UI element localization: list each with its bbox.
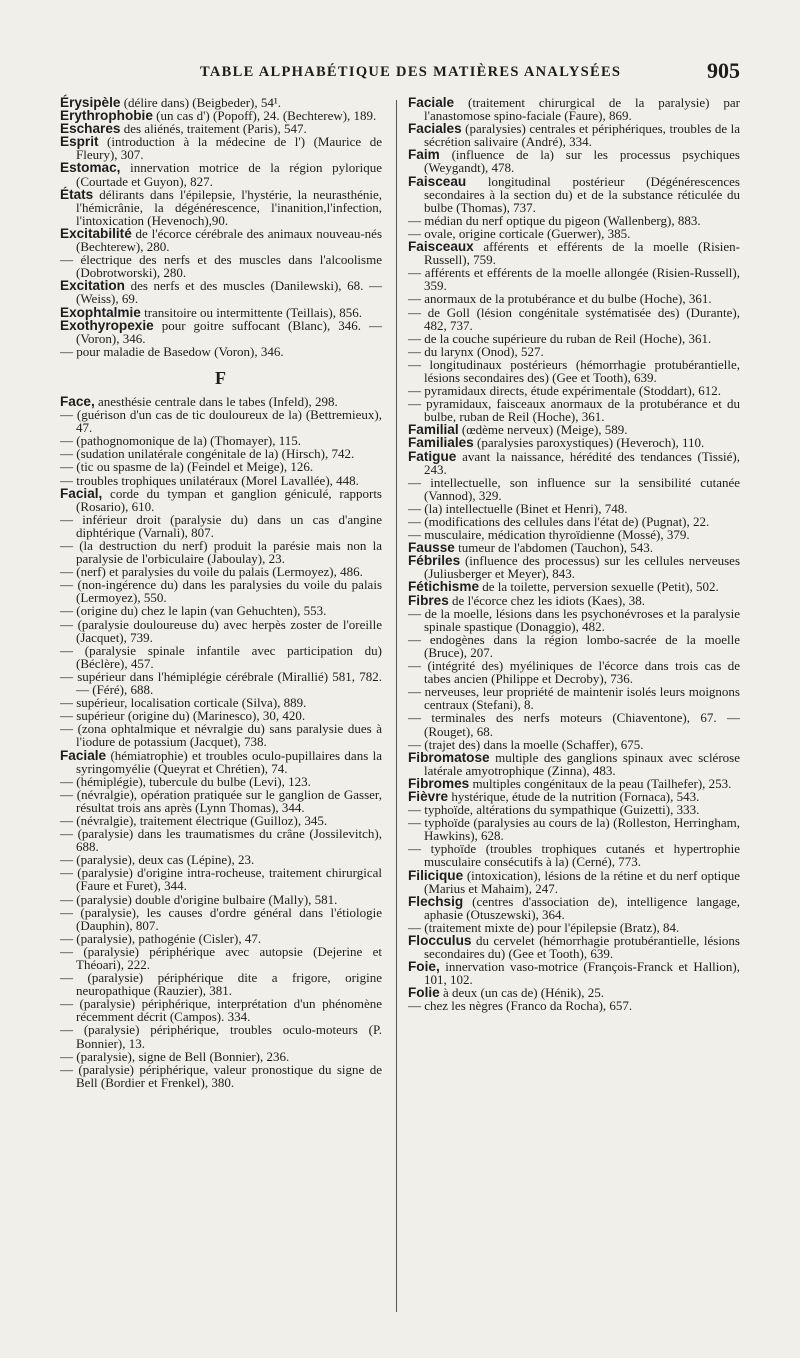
entry-text: — (la) intellectuelle (Binet et Henri), 748.: [408, 500, 628, 516]
index-entry: [408, 148, 740, 174]
index-entry: [60, 227, 382, 253]
entry-headword: Exophtalmie: [60, 304, 141, 320]
entry-text: de la toilette, perversion sexuelle (Petit), 502.: [479, 579, 719, 595]
entry-headword: Faim: [408, 147, 440, 163]
entry-text: (influence de la) sur les processus psychiques (Weygandt), 478.: [424, 147, 740, 176]
entry-text: — musculaire, médication thyroïdienne (Mossé), 379.: [408, 527, 690, 543]
index-entry: [408, 711, 740, 737]
index-entry: [408, 450, 740, 476]
index-entry: [60, 513, 382, 539]
index-entry: [60, 253, 382, 279]
index-entry: [408, 633, 740, 659]
entry-text: afférents et efférents de la moelle (Risien-Russell), 759.: [424, 239, 740, 268]
entry-text: — typhoïde (troubles trophiques cutanés et hypertrophie musculaire consécutifs à la) (Cerné), 773.: [408, 841, 740, 870]
entry-text: — pyramidaux directs, étude expérimentale (Stoddart), 612.: [408, 383, 721, 399]
entry-text: hystérique, étude de la nutrition (Fornaca), 543.: [448, 788, 700, 804]
index-entry: [60, 749, 382, 775]
entry-headword: États: [60, 186, 94, 202]
entry-text: multiples congénitaux de la peau (Tailhefer), 253.: [469, 775, 732, 791]
index-entry: [408, 122, 740, 148]
index-entry: [408, 175, 740, 214]
index-entry: [408, 999, 740, 1012]
entry-text: — (paralysie) double d'origine bulbaire (Mally), 581.: [60, 891, 338, 907]
entry-text: — de la moelle, lésions dans les psychonévroses et la paralysie spinale spastique (Donaggio), 482.: [408, 605, 740, 634]
entry-text: — pyramidaux, faisceaux anormaux de la protubérance et du bulbe, ruban de Reil (Hoche), 361.: [408, 396, 740, 425]
entry-text: innervation motrice de la région pylorique (Courtade et Guyon), 827.: [76, 160, 382, 189]
entry-headword: Excitabilité: [60, 225, 132, 241]
entry-text: — (paralysie) périphérique, interprétation d'un phénomène récemment décrit (Campos). 334.: [60, 996, 382, 1025]
entry-text: — pour maladie de Basedow (Voron), 346.: [60, 343, 284, 359]
entry-text: — de Goll (lésion congénitale systématisée des) (Durante), 482, 737.: [408, 304, 740, 333]
index-entry: [60, 618, 382, 644]
index-entry: [60, 319, 382, 345]
entry-text: — (intégrité des) myéliniques de l'écorce dans trois cas de tabes ancien (Philippe et Decroby), 736.: [408, 658, 740, 687]
entry-headword: Estomac,: [60, 160, 121, 176]
entry-text: — (modifications des cellules dans l'état de) (Pugnat), 22.: [408, 514, 710, 529]
entry-text: tumeur de l'abdomen (Tauchon), 543.: [454, 540, 654, 556]
entry-text: — supérieur dans l'hémiplégie cérébrale (Mirallié) 581, 782. — (Féré), 688.: [60, 668, 382, 698]
entry-text: — du larynx (Onod), 527.: [408, 343, 544, 359]
entry-text: — (névralgie), traitement électrique (Guilloz), 345.: [60, 812, 328, 828]
index-entry: [408, 934, 740, 960]
entry-text: (paralysies paroxystiques) (Heveroch), 110.: [473, 435, 705, 451]
entry-headword: Faciales: [408, 121, 462, 137]
entry-text: transitoire ou intermittente (Teillais), 856.: [140, 304, 362, 320]
left-entries-e: [60, 96, 382, 358]
index-entry: [60, 408, 382, 434]
entry-text: (intoxication), lésions de la rétine et du nerf optique (Marius et Mahaim), 247.: [424, 867, 740, 896]
entry-text: (hémiatrophie) et troubles oculo-pupillaires dans la syringomyélie (Queyrat et Chrétien), 74.: [76, 747, 382, 776]
page-header: [60, 58, 740, 84]
left-entries-f: [60, 395, 382, 1089]
entry-headword: Fausse: [408, 540, 455, 556]
entry-headword: Fibromatose: [408, 749, 490, 765]
entry-text: — inférieur droit (paralysie du) dans un cas d'angine diphtérique (Varnali), 807.: [60, 511, 382, 540]
entry-text: (délire dans) (Beigbeder), 54¹.: [120, 95, 282, 110]
entry-text: — (pathognomonique de la) (Thomayer), 115.: [60, 433, 302, 449]
running-title: TABLE ALPHABÉTIQUE DES MATIÈRES ANALYSÉES: [200, 64, 622, 80]
entry-text: — terminales des nerfs moteurs (Chiaventone), 67. — (Rouget), 68.: [408, 710, 740, 739]
entry-text: — anormaux de la protubérance et du bulbe (Hoche), 361.: [408, 291, 712, 307]
entry-headword: Eschares: [60, 121, 121, 137]
entry-headword: Fièvre: [408, 788, 449, 804]
left-column: [60, 96, 382, 1089]
entry-text: — (hémiplégie), tubercule du bulbe (Levi), 123.: [60, 773, 311, 789]
index-entry: [408, 607, 740, 633]
entry-text: à deux (un cas de) (Hénik), 25.: [439, 985, 604, 1001]
entry-text: (œdème nerveux) (Meige), 589.: [458, 422, 628, 438]
index-entry: [60, 279, 382, 305]
index-entry: [408, 816, 740, 842]
entry-text: — (zona ophtalmique et névralgie du) sans paralysie dues à l'iodure de potassium (Jacquet), 738.: [60, 721, 382, 750]
index-entry: [60, 578, 382, 604]
entry-headword: Flocculus: [408, 933, 472, 948]
entry-text: — (sudation unilatérale congénitale de la) (Hirsch), 742.: [60, 446, 355, 462]
entry-text: corde du tympan et ganglion géniculé, rapports (Rosario), 610.: [76, 485, 382, 514]
index-entry: [408, 397, 740, 423]
entry-headword: Faciale: [60, 747, 107, 763]
column-divider: [396, 100, 397, 1312]
entry-text: — chez les nègres (Franco da Rocha), 657.: [408, 998, 633, 1014]
entry-text: — (paralysie), deux cas (Lépine), 23.: [60, 852, 255, 868]
entry-headword: Foie,: [408, 959, 440, 975]
entry-headword: Familial: [408, 422, 459, 438]
index-entry: [60, 345, 382, 358]
index-entry: [60, 487, 382, 513]
index-entry: [408, 358, 740, 384]
entry-headword: Esprit: [60, 134, 99, 150]
index-entry: [408, 685, 740, 711]
entry-text: de l'écorce cérébrale des animaux nouveau-nés (Bechterew), 280.: [76, 225, 382, 255]
entry-text: — (paralysie) périphérique, troubles oculo-moteurs (P. Bonnier), 13.: [60, 1022, 382, 1051]
entry-text: — (névralgie), opération pratiquée sur le ganglion de Gasser, résultat trois ans après (Lynn Thomas), 344.: [60, 786, 382, 815]
entry-text: — (paralysie), signe de Bell (Bonnier), 236.: [60, 1048, 290, 1064]
entry-headword: Fibres: [408, 592, 449, 608]
entry-text: (centres d'association de), intelligence langage, aphasie (Otuszewski), 364.: [424, 893, 740, 922]
index-entry: [60, 997, 382, 1023]
entry-headword: Erythrophobie: [60, 108, 153, 124]
entry-text: — (paralysie) périphérique avec autopsie (Dejerine et Théoari), 222.: [60, 943, 382, 972]
entry-headword: Fibromes: [408, 775, 470, 791]
entry-text: — longitudinaux postérieurs (hémorrhagie protubérantielle, lésions secondaires des) (Gee et Tooth), 639.: [408, 356, 740, 385]
entry-text: — typhoïde (paralysies au cours de la) (Rolleston, Herringham, Hawkins), 628.: [408, 815, 740, 844]
entry-text: délirants dans l'épilepsie, l'hystérie, la neurasthénie, l'hémicrânie, la dégénérescence, l'inanition,l'infection, l'intoxication (Hevenoch),90.: [76, 186, 382, 228]
index-entry: [60, 866, 382, 892]
index-entry: [60, 188, 382, 227]
entry-text: (influence des processus) sur les cellules nerveuses (Juliusberger et Meyer), 843.: [424, 553, 740, 582]
entry-headword: Faisceau: [408, 173, 467, 189]
index-entry: [408, 842, 740, 868]
index-entry: [60, 644, 382, 670]
entry-text: — (paralysie) périphérique dite a frigore, origine neuropathique (Rauzier), 381.: [60, 970, 382, 999]
entry-text: — typhoïde, altérations du sympathique (Guizetti), 333.: [408, 802, 700, 818]
index-entry: [60, 971, 382, 997]
entry-text: du cervelet (hémorrhagie protubérantielle, lésions secondaires du) (Gee et Tooth), 639.: [424, 933, 740, 962]
index-entry: [60, 135, 382, 161]
index-entry: [408, 554, 740, 580]
index-entry: [408, 476, 740, 502]
entry-text: — (non-ingérence du) dans les paralysies du voile du palais (Lermoyez), 550.: [60, 577, 382, 606]
entry-text: — troubles trophiques unilatéraux (Morel Lavallée), 448.: [60, 472, 359, 488]
entry-text: — supérieur (origine du) (Marinesco), 30, 420.: [60, 708, 306, 724]
entry-headword: Folie: [408, 985, 440, 1001]
entry-text: — nerveuses, leur propriété de maintenir isolés leurs moignons centraux (Stefani), 8.: [408, 684, 740, 713]
entry-text: — (traitement mixte de) pour l'épilepsie (Bratz), 84.: [408, 919, 680, 935]
index-entry: [408, 306, 740, 332]
entry-text: — électrique des nerfs et des muscles dans l'alcoolisme (Dobrotworski), 280.: [60, 252, 382, 281]
entry-text: des nerfs et des muscles (Danilewski), 68. — (Weiss), 69.: [76, 278, 382, 307]
entry-text: anesthésie centrale dans le tabes (Infeld), 298.: [94, 393, 338, 409]
entry-text: longitudinal postérieur (Dégénérescences secondaires à la section du) et de la substance réticulée du bulbe (Thomas), 737.: [424, 173, 740, 215]
entry-text: (traitement chirurgical de la paralysie) par l'anastomose spino-faciale (Faure), 869.: [424, 95, 740, 124]
index-entry: [60, 1023, 382, 1049]
index-entry: [60, 670, 382, 696]
entry-text: — endogènes dans la région lombo-sacrée de la moelle (Bruce), 207.: [408, 631, 740, 660]
entry-text: — (la destruction du nerf) produit la parésie mais non la paralysie de l'orbiculaire (Jaboulay), 23.: [60, 538, 382, 567]
entry-text: — (paralysie), les causes d'ordre général dans l'étiologie (Dauphin), 807.: [60, 904, 382, 933]
index-entry: [60, 827, 382, 853]
entry-headword: Fébriles: [408, 553, 461, 569]
entry-text: — (tic ou spasme de la) (Feindel et Meige), 126.: [60, 459, 314, 475]
entry-text: — (paralysie) dans les traumatismes du crâne (Jossilevitch), 688.: [60, 826, 382, 855]
right-entries: [408, 96, 740, 1013]
entry-text: — (paralysie douloureuse du) avec herpès zoster de l'oreille (Jacquet), 739.: [60, 616, 382, 645]
index-entry: [60, 161, 382, 187]
index-entry: [60, 788, 382, 814]
entry-text: — (paralysie spinale infantile avec participation du) (Béclère), 457.: [60, 642, 382, 671]
index-entry: [408, 240, 740, 266]
entry-headword: Faciale: [408, 95, 455, 110]
entry-text: innervation vaso-motrice (François-Franck et Hallion), 101, 102.: [424, 959, 740, 988]
index-entry: [408, 895, 740, 921]
entry-text: — intellectuelle, son influence sur la sensibilité cutanée (Vannod), 329.: [408, 474, 740, 503]
entry-headword: Face,: [60, 393, 95, 409]
entry-text: pour goitre suffocant (Blanc), 346. — (Voron), 346.: [76, 317, 382, 346]
entry-headword: Faisceaux: [408, 239, 474, 255]
right-column: [408, 96, 740, 1013]
entry-text: des aliénés, traitement (Paris), 547.: [120, 121, 307, 137]
index-entry: [60, 539, 382, 565]
index-entry: [408, 960, 740, 986]
entry-headword: Exothyropexie: [60, 317, 154, 333]
entry-headword: Excitation: [60, 278, 125, 294]
entry-text: — (nerf) et paralysies du voile du palais (Lermoyez), 486.: [60, 564, 363, 580]
entry-text: — supérieur, localisation corticale (Silva), 889.: [60, 695, 307, 711]
index-entry: [60, 722, 382, 748]
entry-text: avant la naissance, hérédité des tendances (Tissié), 243.: [424, 448, 740, 477]
entry-text: — (guérison d'un cas de tic douloureux de la) (Bettremieux), 47.: [60, 407, 382, 436]
index-entry: [60, 906, 382, 932]
entry-text: — afférents et efférents de la moelle allongée (Risien-Russell), 359.: [408, 265, 740, 294]
index-entry: [408, 266, 740, 292]
entry-text: (paralysies) centrales et périphériques, troubles de la sécrétion salivaire (André), 334.: [424, 121, 740, 150]
entry-headword: Filicique: [408, 867, 464, 883]
entry-text: — (origine du) chez le lapin (van Gehuchten), 553.: [60, 603, 327, 619]
entry-text: — (paralysie) d'origine intra-rocheuse, traitement chirurgical (Faure et Furet), 344.: [60, 865, 382, 894]
entry-text: — médian du nerf optique du pigeon (Wallenberg), 883.: [408, 212, 701, 228]
page-number: 905: [707, 58, 740, 83]
entry-text: — ovale, origine corticale (Guerwer), 385.: [408, 225, 631, 241]
entry-headword: Facial,: [60, 485, 103, 501]
index-entry: [408, 96, 740, 122]
entry-text: (un cas d') (Popoff), 24. (Bechterew), 189.: [152, 108, 377, 124]
entry-text: — (trajet des) dans la moelle (Schaffer), 675.: [408, 736, 644, 752]
section-letter-f: F: [215, 367, 227, 388]
entry-headword: Flechsig: [408, 893, 464, 909]
entry-text: — (paralysie), pathogénie (Cisler), 47.: [60, 930, 262, 946]
entry-text: de l'écorce chez les idiots (Kaes), 38.: [448, 592, 645, 608]
entry-text: (introduction à la médecine de l') (Maurice de Fleury), 307.: [76, 134, 382, 163]
entry-headword: Érysipèle: [60, 95, 121, 110]
entry-headword: Fétichisme: [408, 579, 480, 595]
entry-headword: Fatigue: [408, 448, 457, 464]
entry-text: — de la couche supérieure du ruban de Reil (Hoche), 361.: [408, 330, 712, 346]
index-entry: [408, 659, 740, 685]
entry-text: multiple des ganglions spinaux avec sclérose latérale amyotrophique (Zinna), 483.: [424, 749, 740, 778]
index-entry: [60, 945, 382, 971]
index-entry: [408, 751, 740, 777]
entry-headword: Familiales: [408, 435, 474, 451]
entry-text: — (paralysie) périphérique, valeur pronostique du signe de Bell (Bordier et Frenkel), 380.: [60, 1061, 382, 1090]
index-entry: [408, 869, 740, 895]
index-entry: [60, 1063, 382, 1089]
